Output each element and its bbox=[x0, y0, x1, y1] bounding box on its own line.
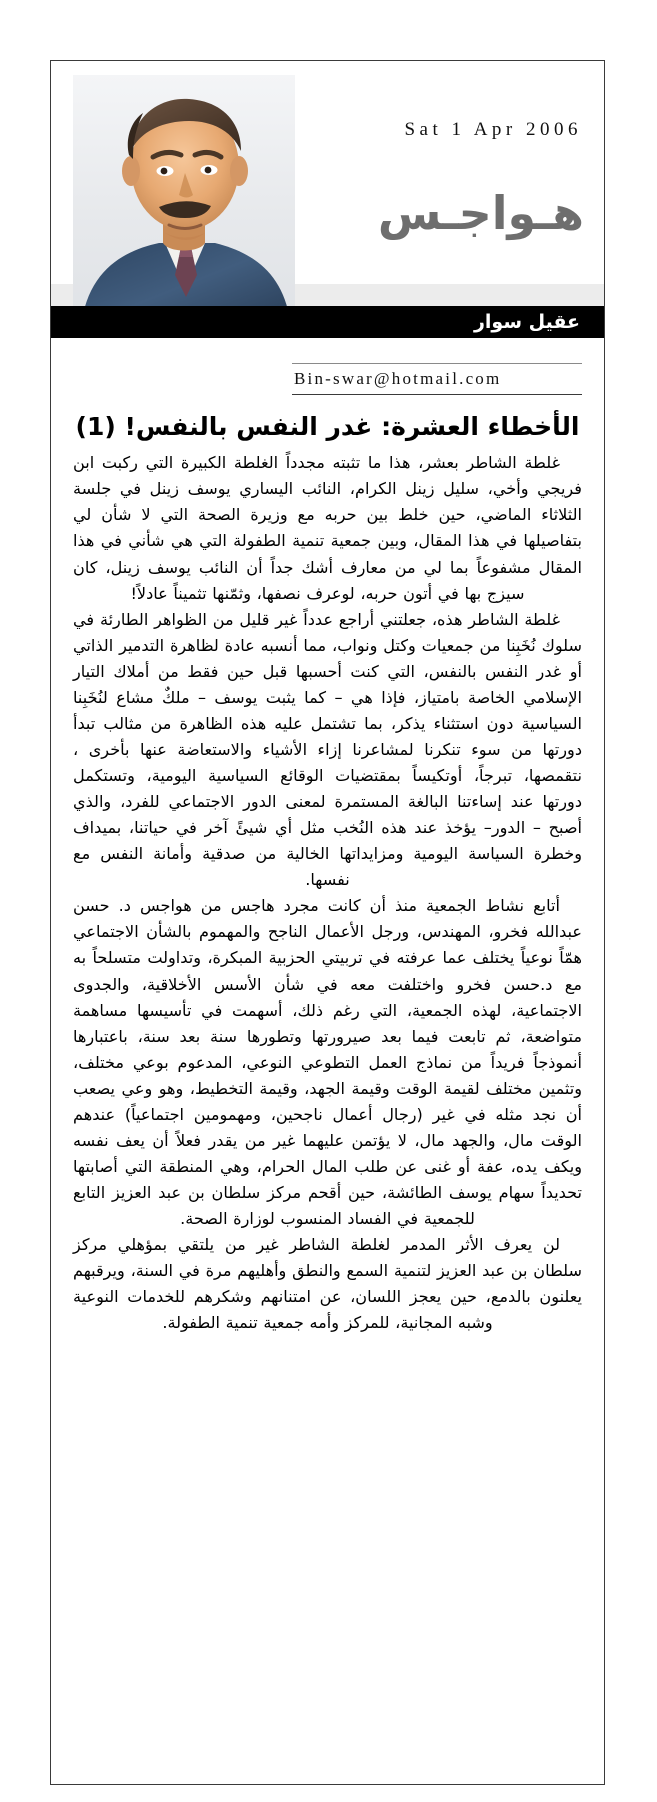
author-email-block bbox=[292, 363, 582, 395]
article-paragraph: أتابع نشاط الجمعية منذ أن كانت مجرد هاجس من هواجس د. حسن عبدالله فخرو، المهندس، ورجل الأعمال الناجح والمهموم بالشأن الاجتماعي همّاً نوعياً يختلف عما عرفته في تربيتي الحزبية المبكرة، وتداولت متسلحاً به مع د.حسن فخرو واختلفت معه في شأن الأسس الأخلاقية، والجدوى الاجتماعية، لهذه الجمعية، التي رغم ذلك، أسهمت في تأسيسها مساهمة متواضعة، ثم تابعت فيما بعد صيرورتها وتطورها سنة بعد سنة، باعتبارها أنموذجاً فريداً من نماذج العمل التطوعي النوعي، المدعوم بوعي مختلف، وتثمين مختلف لقيمة الوقت وقيمة الجهد، وقيمة التخطيط، وهو وعي يصعب أن نجد مثله في غير (رجال أعمال ناجحين، ومهمومين اجتماعياً) عندهم الوقت مال، والجهد مال، لا يؤتمن عليهما غير من يقدر فعلاً أن يعف نفسه ويكف يده، عفة أو غنى عن طلب المال الحرام، وهي المنطقة التي أصابتها تحديداً سهام يوسف الطائشة، حين أقحم مركز سلطان بن عبد العزيز التابع للجمعية في الفساد المنسوب لوزارة الصحة. bbox=[73, 896, 582, 1229]
article-body bbox=[73, 450, 582, 1336]
masthead bbox=[51, 61, 604, 341]
column-masthead-title: هـواجـس bbox=[377, 186, 584, 240]
email-rule-bottom bbox=[292, 394, 582, 395]
bottom-spacer bbox=[51, 1336, 604, 1364]
author-byline-bar bbox=[51, 306, 604, 338]
article-paragraph: لن يعرف الأثر المدمر لغلطة الشاطر غير من يلتقي بمؤهلي مركز سلطان بن عبد العزيز لتنمية السمع والنطق وأهليهم مرة في السنة، ويرقبهم يعلنون بالدمع، حين يعجز اللسان، عن امتنانهم وشكرهم للخدمات النوعية وشبه المجانية، للمركز وأمه جمعية تنمية الطفولة. bbox=[73, 1235, 582, 1333]
article-paragraph: غلطة الشاطر بعشر، هذا ما تثبته مجدداً الغلطة الكبيرة التي ركبت ابن فريجي وأخي، سليل زينل الكرام، النائب اليساري يوسف زينل في جلسة الثلاثاء الماضي، حين خلط بين حربه مع وزيرة الصحة التي لا شأن لي بتفاصيلها في هذا المقال، وبين جمعية تنمية الطفولة التي هي شأني في هذا المقال مشفوعاً بما لي من معارف أشك جداً أن النائب يوسف زينل، كان سيزج بها في أتون حربه، لوعرف نصفها، وثمّنها تثميناً عادلاً! bbox=[73, 453, 582, 603]
article-paragraph: غلطة الشاطر هذه، جعلتني أراجع عدداً غير قليل من الظواهر الطارئة في سلوك نُخَبِنا من جمعيات وكتل ونواب، مما أنسبه عادة لظاهرة التدمير الذاتي أو غدر النفس بالنفس، التي كنت أحسبها قبل حين فقط من أملاك التيار الإسلامي الخاصة بامتياز، فإذا هي – كما يثبت يوسف – ملكٌ مشاع لنُخَبِنا السياسية دون استثناء يذكر، بما تشتمل عليه هذه الظاهرة من مثالب تبدأ دورتها من سوء تنكرنا لمشاعرنا إزاء الأشياء والاستعاضة عنها بأخرى ، نتقمصها، تبرجاً، أوتكيساً بمقتضيات الوقائع السياسية اليومية، وتستكمل دورتها عند إساءتنا البالغة المستمرة لمعنى الدور الاجتماعي للفرد، والذي أصبح – الدور– يؤخذ عند هذه النُخب مثل أي شيئً آخر في حياتنا، بميداف وخطرة السياسة اليومية ومزايداتها الخالية من صدقية وأمانة النفس مع نفسها. bbox=[73, 609, 582, 890]
author-portrait-photo bbox=[73, 75, 295, 327]
issue-date: Sat 1 Apr 2006 bbox=[404, 119, 582, 140]
author-name: عقيل سوار bbox=[473, 311, 580, 333]
article-frame bbox=[50, 60, 605, 1785]
article-headline: الأخطاء العشرة: غدر النفس بالنفس! (1) bbox=[75, 412, 580, 441]
author-email-address[interactable]: Bin-swar@hotmail.com bbox=[294, 369, 502, 388]
